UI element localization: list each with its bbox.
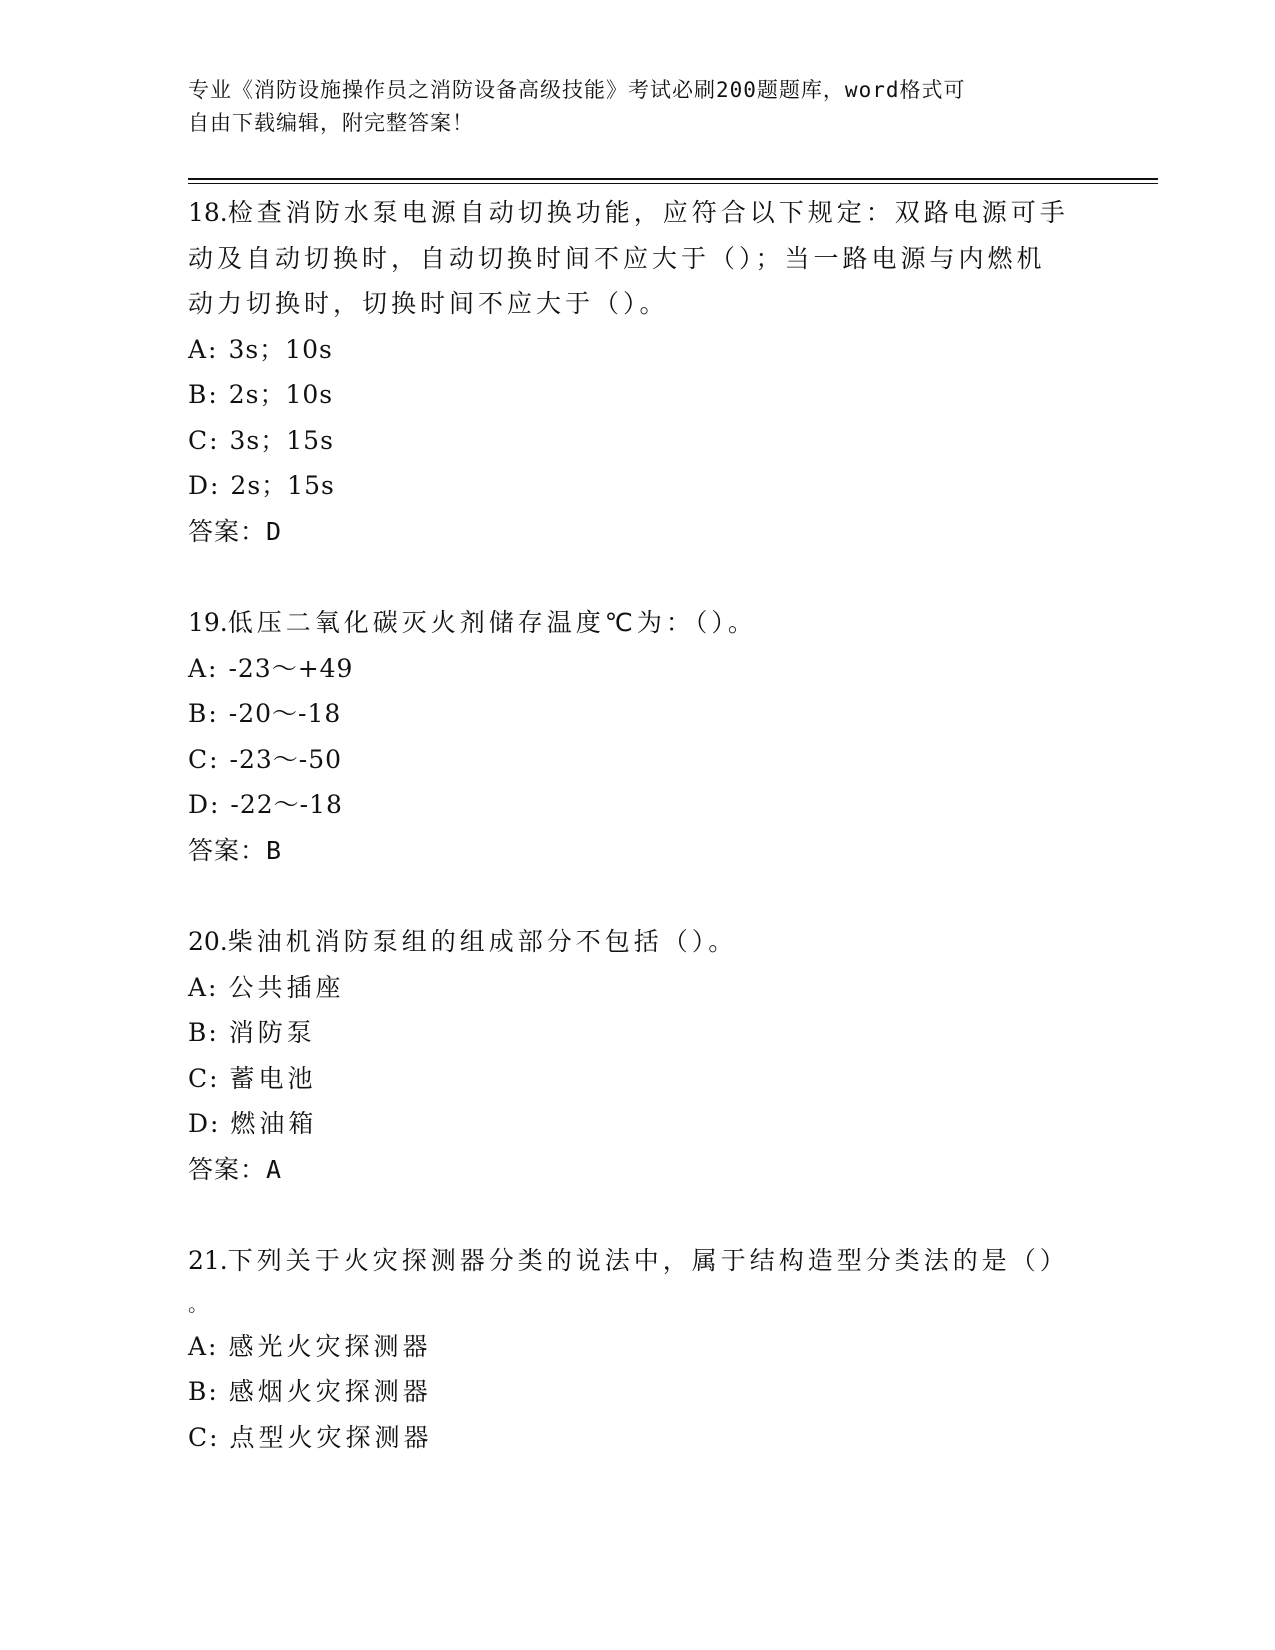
header-divider-thick: [188, 178, 1158, 180]
header-divider-thin: [188, 183, 1158, 184]
answer-label: 答案：A: [188, 1154, 283, 1184]
option-letter: C:: [188, 1063, 220, 1093]
question-text: [188, 600, 1088, 646]
question-number: 20.: [188, 927, 228, 956]
option-text: 感烟火灾探测器: [228, 1377, 432, 1406]
option-text: -23～-50: [229, 744, 343, 774]
option-d: [188, 463, 1088, 509]
option-text: 3s；10s: [228, 334, 333, 364]
option-c: [188, 418, 1088, 464]
option-text: -23～+49: [228, 653, 354, 683]
option-b: [188, 372, 1088, 418]
question-text: [188, 919, 1088, 965]
option-text: 2s；10s: [228, 380, 334, 409]
option-text: -20～-18: [228, 699, 342, 728]
option-list: [188, 327, 1088, 509]
option-a: [188, 1324, 1088, 1370]
option-letter: A:: [188, 1331, 219, 1361]
option-c: [188, 1415, 1088, 1461]
option-a: [188, 965, 1088, 1011]
option-text: 点型火灾探测器: [229, 1422, 433, 1452]
option-letter: C:: [188, 425, 220, 455]
option-c: [188, 737, 1088, 783]
question-text-line-1: 检查消防水泵电源自动切换功能，应符合以下规定：双路电源可手: [227, 198, 1069, 227]
option-a: [188, 646, 1088, 692]
option-letter: B:: [188, 1018, 219, 1047]
option-list: [188, 646, 1088, 828]
question-21: [188, 1238, 1088, 1460]
answer-label: 答案：B: [188, 835, 283, 865]
option-b: [188, 691, 1088, 737]
option-letter: B:: [188, 1377, 219, 1406]
option-text: 公共插座: [228, 972, 345, 1002]
option-letter: B:: [188, 699, 219, 728]
question-text-line-2: 动及自动切换时，自动切换时间不应大于（）；当一路电源与内燃机: [188, 243, 1046, 273]
question-20: [188, 919, 1088, 1192]
option-a: [188, 327, 1088, 373]
option-d: [188, 782, 1088, 828]
question-list: [188, 190, 1088, 1460]
option-d: [188, 1101, 1088, 1147]
option-b: [188, 1369, 1088, 1415]
option-letter: A:: [188, 334, 219, 364]
answer-label: 答案：D: [188, 516, 283, 546]
question-text-line-2: 。: [188, 1291, 208, 1316]
question-18: [188, 190, 1088, 554]
option-list: [188, 1324, 1088, 1461]
option-text: -22～-18: [230, 790, 343, 819]
option-c: [188, 1056, 1088, 1102]
header-line-2: 自由下载编辑，附完整答案！: [188, 111, 474, 135]
option-letter: C:: [188, 1422, 220, 1452]
question-text-line-1: 下列关于火灾探测器分类的说法中，属于结构造型分类法的是（）: [227, 1246, 1069, 1275]
option-text: 3s；15s: [229, 425, 334, 455]
question-text: [188, 1238, 1088, 1284]
question-text-line-1: 低压二氧化碳灭火剂储存温度℃为：（）。: [227, 608, 757, 637]
option-letter: D:: [188, 471, 221, 500]
option-letter: D:: [188, 1109, 221, 1138]
option-letter: D:: [188, 790, 221, 819]
option-b: [188, 1010, 1088, 1056]
question-number: 21.: [188, 1246, 228, 1275]
option-letter: B:: [188, 380, 219, 409]
question-text-line-3: 动力切换时，切换时间不应大于（）。: [188, 289, 669, 318]
option-letter: A:: [188, 972, 219, 1002]
question-number: 18.: [188, 198, 228, 227]
question-number: 19.: [188, 608, 228, 637]
option-text: 蓄电池: [229, 1063, 317, 1093]
question-text-line-1: 柴油机消防泵组的组成部分不包括（）。: [227, 927, 738, 956]
option-text: 燃油箱: [230, 1109, 318, 1138]
option-letter: C:: [188, 744, 220, 774]
document-header: [188, 74, 1068, 140]
option-text: 2s；15s: [230, 471, 335, 500]
option-text: 消防泵: [228, 1018, 316, 1047]
question-text: [188, 190, 1088, 236]
option-letter: A:: [188, 653, 219, 683]
option-list: [188, 965, 1088, 1147]
option-text: 感光火灾探测器: [228, 1331, 432, 1361]
question-19: [188, 600, 1088, 873]
header-line-1: 专业《消防设施操作员之消防设备高级技能》考试必刷200题题库，word格式可: [188, 78, 966, 102]
